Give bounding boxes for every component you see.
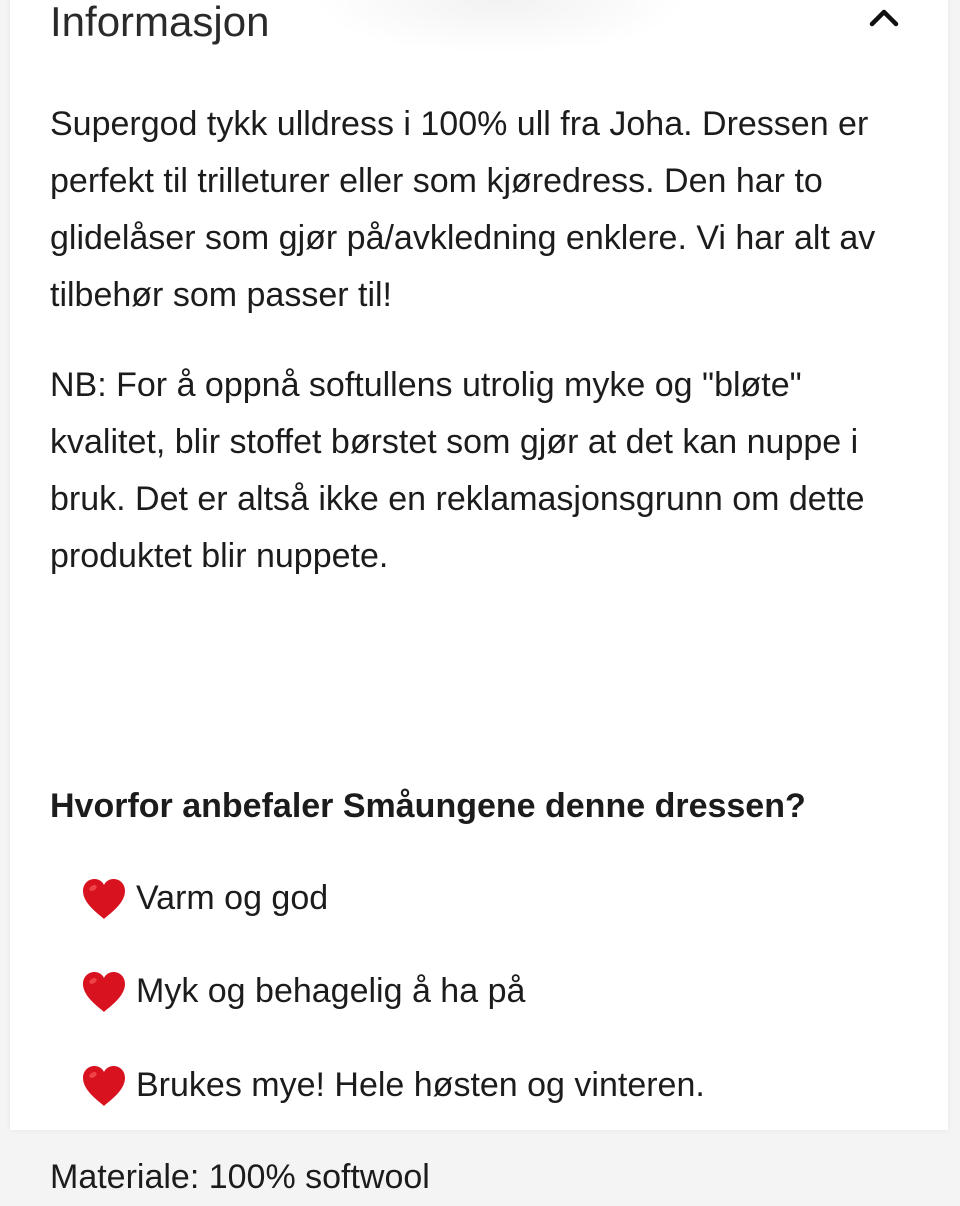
section-title: Informasjon xyxy=(50,0,270,45)
list-item-label: Varm og god xyxy=(136,879,329,917)
material-info: Materiale: 100% softwool xyxy=(50,1158,430,1196)
list-item xyxy=(80,870,328,927)
heart-icon xyxy=(80,877,128,921)
list-item xyxy=(80,1057,705,1114)
list-item xyxy=(80,963,525,1020)
chevron-up-icon[interactable] xyxy=(868,6,900,30)
information-panel xyxy=(10,0,948,1196)
description-paragraph: Supergod tykk ulldress i 100% ull fra Joha. Dressen er perfekt til trilleturer eller som kjøredress. Den har to glidelåser som gjør på/avkledning enklere. Vi har alt av tilbehør som passer til! xyxy=(50,105,876,314)
header-shadow xyxy=(310,0,690,55)
list-item-label: Brukes mye! Hele høsten og vinteren. xyxy=(136,1066,705,1104)
heart-icon xyxy=(80,970,128,1014)
recommendation-heading: Hvorfor anbefaler Småungene denne dressen? xyxy=(50,787,806,825)
list-item-label: Myk og behagelig å ha på xyxy=(136,972,526,1010)
heart-icon xyxy=(80,1064,128,1108)
accordion-header[interactable] xyxy=(10,0,948,60)
note-paragraph: NB: For å oppnå softullens utrolig myke og "bløte" kvalitet, blir stoffet børstet som gjør at det kan nuppe i bruk. Det er altså ikke en reklamasjonsgrunn om dette produktet blir nuppete. xyxy=(50,366,865,575)
